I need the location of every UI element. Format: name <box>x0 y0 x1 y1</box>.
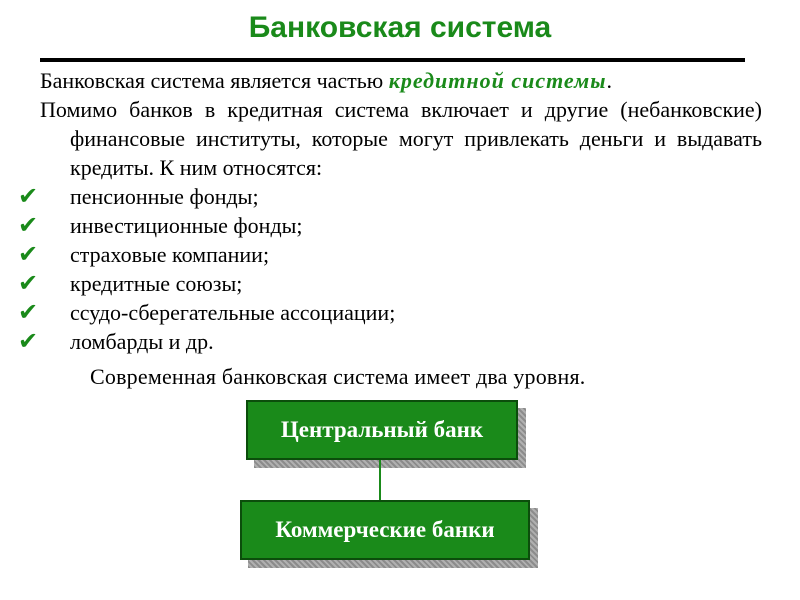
list-item-label: ломбарды и др. <box>70 329 214 354</box>
central-bank-box: Центральный банк <box>246 400 518 460</box>
list-item <box>18 182 395 211</box>
checkmark-icon: ✔ <box>18 298 39 326</box>
list-item <box>18 211 395 240</box>
intro-paragraph <box>40 66 762 95</box>
institutions-list <box>18 182 395 356</box>
credit-system-highlight: кредитной системы <box>388 68 607 93</box>
checkmark-icon: ✔ <box>18 269 39 297</box>
checkmark-icon: ✔ <box>18 182 39 210</box>
title-underline <box>40 58 745 62</box>
list-item-label: инвестиционные фонды; <box>70 213 303 238</box>
hierarchy-connector <box>379 460 381 500</box>
checkmark-icon: ✔ <box>18 327 39 355</box>
page-title: Банковская система <box>248 11 552 44</box>
intro-text: Банковская система является частью <box>40 68 389 93</box>
description-text: Помимо банков в кредитная система включает и другие (небанковские) финансовые институты, которые могут привлекать деньги и выдавать кредиты. К ним относятся: <box>40 97 762 180</box>
list-item-label: страховые компании; <box>70 242 270 267</box>
list-item-label: кредитные союзы; <box>70 271 243 296</box>
list-item <box>18 240 395 269</box>
checkmark-icon: ✔ <box>18 211 39 239</box>
checkmark-icon: ✔ <box>18 240 39 268</box>
description-paragraph <box>40 95 762 182</box>
list-item-label: пенсионные фонды; <box>70 184 259 209</box>
list-item <box>18 269 395 298</box>
list-item <box>18 298 395 327</box>
summary-text: Современная банковская система имеет два уровня. <box>90 364 586 389</box>
intro-period: . <box>606 68 612 93</box>
list-item <box>18 327 395 356</box>
list-item-label: ссудо-сберегательные ассоциации; <box>70 300 396 325</box>
commercial-banks-box: Коммерческие банки <box>240 500 530 560</box>
